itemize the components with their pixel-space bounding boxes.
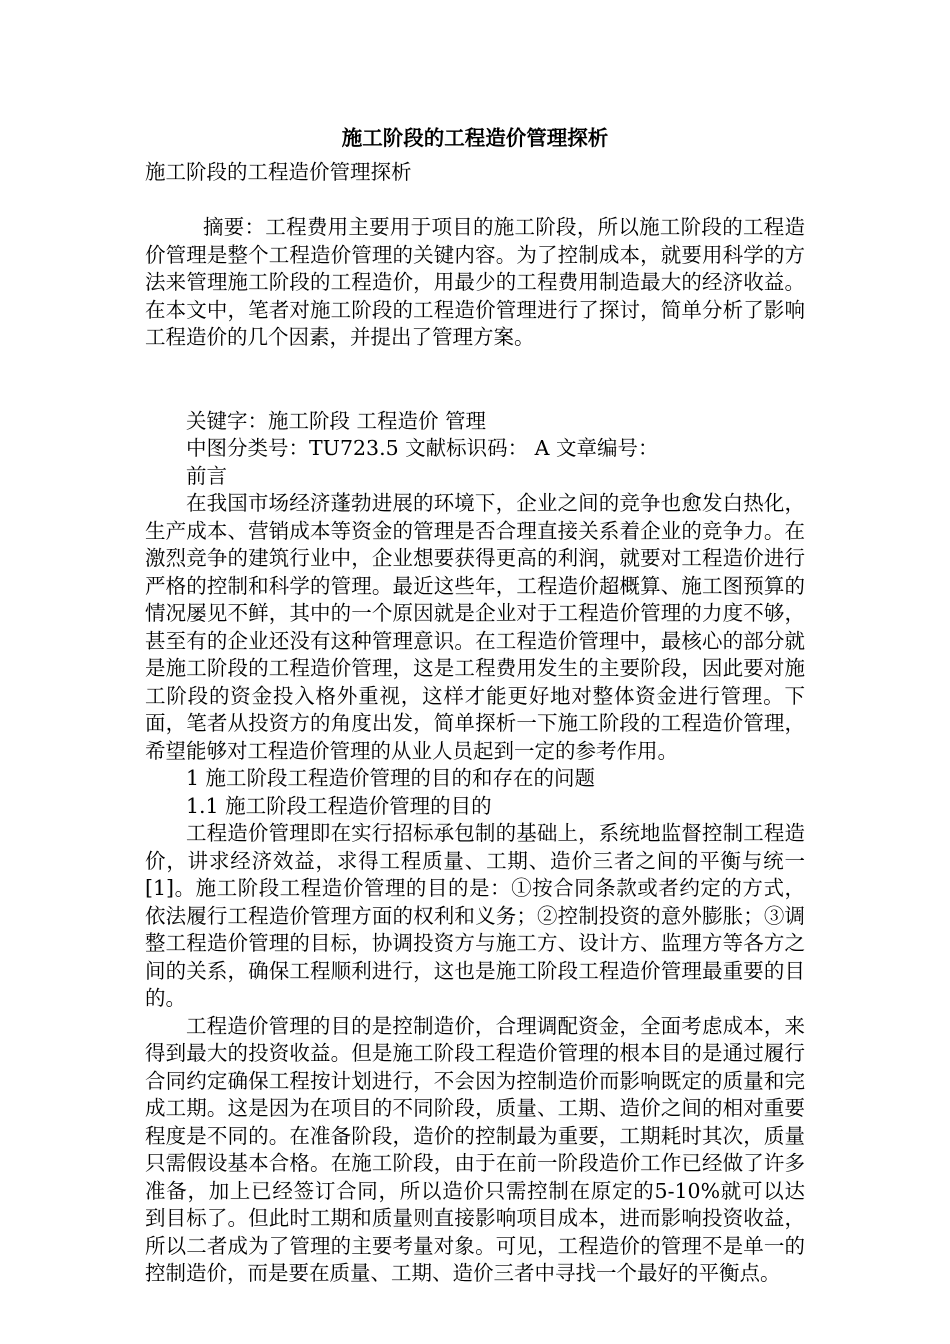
keywords-line: 关键字：施工阶段 工程造价 管理 (186, 408, 487, 433)
section-1-1-heading: 1.1 施工阶段工程造价管理的目的 (186, 793, 492, 818)
body-paragraph-2: 工程造价管理的目的是控制造价，合理调配资金，全面考虑成本，来得到最大的投资收益。但是施工阶段工程造价管理的根本目的是通过履行合同约定确保工程按计划进行，不会因为控制造价而影响既定的质量和完成工期。这是因为在项目的不同阶段，质量、工期、造价之间的相对重要程度是不同的。在准备阶段，造价的控制最为重要，工期耗时其次，质量只需假设基本合格。在施工阶段，由于在前一阶段造价工作已经做了许多准备，加上已经签订合同，所以造价只需控制在原定的5-10%就可以达到目标了。但此时工期和质量则直接影响项目成本，进而影响投资收益，所以二者成为了管理的主要考量对象。可见，工程造价的管理不是单一的控制造价，而是要在质量、工期、造价三者中寻找一个最好的平衡点。 (145, 1013, 805, 1285)
body-paragraph-1: 工程造价管理即在实行招标承包制的基础上，系统地监督控制工程造价，讲求经济效益，求得工程质量、工期、造价三者之间的平衡与统一[1]。施工阶段工程造价管理的目的是：①按合同条款或者约定的方式，依法履行工程造价管理方面的权利和义务；②控制投资的意外膨胀；③调整工程造价管理的目标，协调投资方与施工方、设计方、监理方等各方之间的关系，确保工程顺利进行，这也是施工阶段工程造价管理最重要的目的。 (145, 821, 805, 1010)
spacer (145, 352, 805, 408)
document-page (145, 118, 805, 1288)
preface-paragraph: 在我国市场经济蓬勃进展的环境下，企业之间的竞争也愈发白热化，生产成本、营销成本等资金的管理是否合理直接关系着企业的竞争力。在激烈竞争的建筑行业中，企业想要获得更高的利润，就要对工程造价进行严格的控制和科学的管理。最近这些年，工程造价超概算、施工图预算的情况屡见不鲜，其中的一个原因就是企业对于工程造价管理的力度不够，甚至有的企业还没有这种管理意识。在工程造价管理中，最核心的部分就是施工阶段的工程造价管理，这是工程费用发生的主要阶段，因此要对施工阶段的资金投入格外重视，这样才能更好地对整体资金进行管理。下面，笔者从投资方的角度出发，简单探析一下施工阶段的工程造价管理，希望能够对工程造价管理的从业人员起到一定的参考作用。 (145, 491, 805, 763)
classification-line: 中图分类号：TU723.5 文献标识码： A 文章编号： (186, 436, 659, 460)
section-1-heading: 1 施工阶段工程造价管理的目的和存在的问题 (186, 766, 596, 790)
abstract-paragraph: 摘要：工程费用主要用于项目的施工阶段，所以施工阶段的工程造价管理是整个工程造价管理的关键内容。为了控制成本，就要用科学的方法来管理施工阶段的工程造价，用最少的工程费用制造最大的经济收益。在本文中，笔者对施工阶段的工程造价管理进行了探讨，简单分析了影响工程造价的几个因素，并提出了管理方案。 (145, 215, 805, 349)
preface-heading: 前言 (186, 463, 227, 488)
document-title: 施工阶段的工程造价管理探析 (341, 126, 609, 150)
document-subtitle: 施工阶段的工程造价管理探析 (145, 160, 412, 184)
